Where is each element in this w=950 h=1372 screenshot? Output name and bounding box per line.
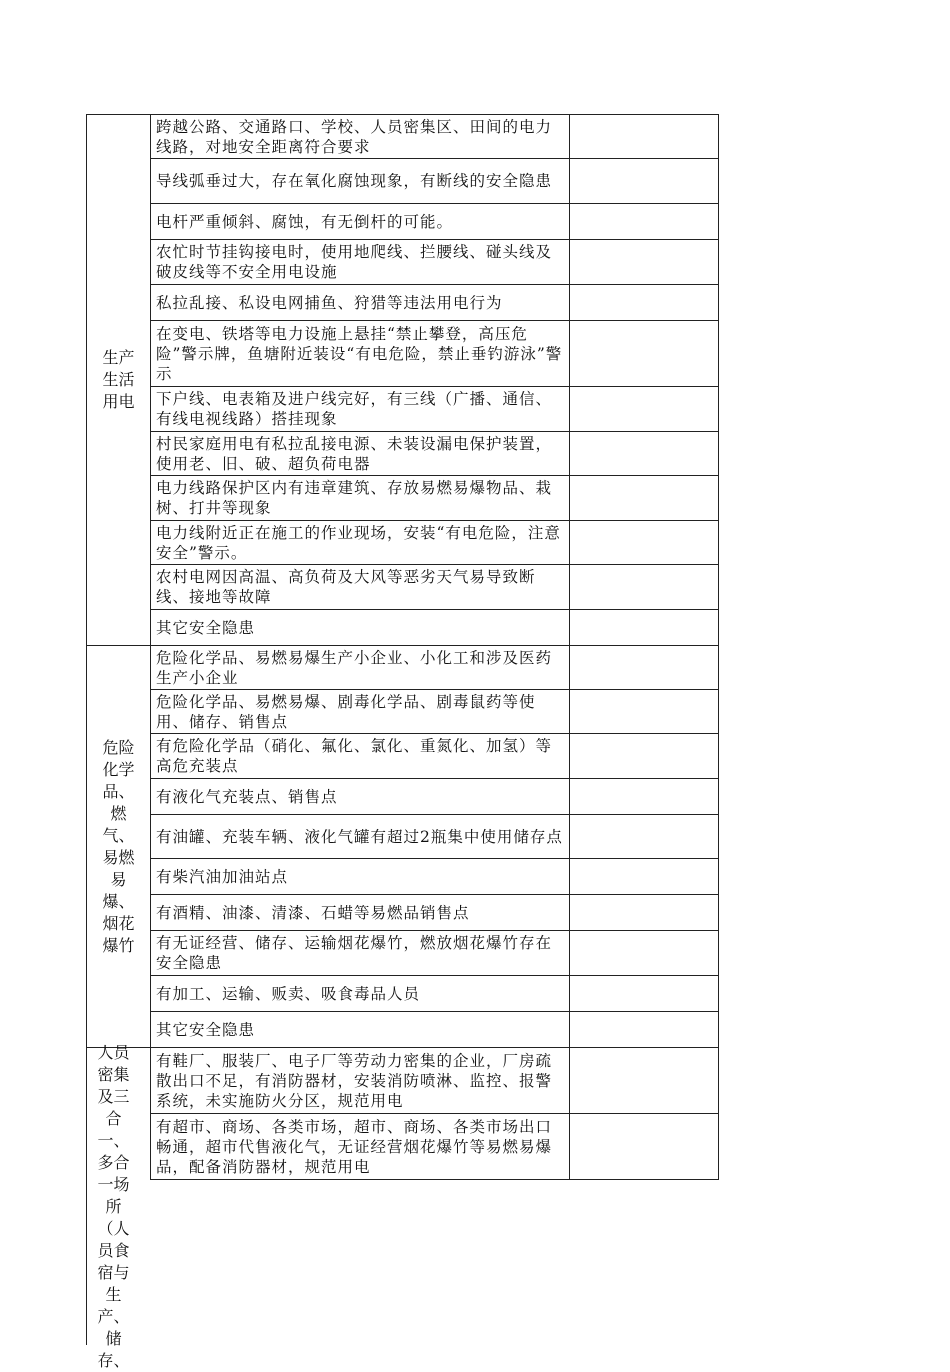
item-cell: 村民家庭用电有私拉乱接电源、未装设漏电保护装置，使用老、旧、破、超负荷电器 <box>151 432 570 476</box>
item-cell: 下户线、电表箱及进户线完好，有三线（广播、通信、有线电视线路）搭挂现象 <box>151 387 570 432</box>
result-cell[interactable] <box>570 859 719 895</box>
category-label: 危险化学品、燃气、易燃易爆、烟花爆竹 <box>102 737 135 955</box>
item-cell: 电杆严重倾斜、腐蚀，有无倒杆的可能。 <box>151 204 570 240</box>
table-row <box>87 815 719 859</box>
category-cell <box>87 646 151 1048</box>
result-cell[interactable] <box>570 815 719 859</box>
result-cell[interactable] <box>570 321 719 387</box>
result-cell[interactable] <box>570 1012 719 1048</box>
item-cell: 私拉乱接、私设电网捕鱼、狩猎等违法用电行为 <box>151 285 570 321</box>
table-row <box>87 690 719 734</box>
category-cell-overflow <box>86 1042 141 1372</box>
table-row <box>87 565 719 610</box>
result-cell[interactable] <box>570 159 719 204</box>
table-row <box>87 859 719 895</box>
item-cell: 有鞋厂、服装厂、电子厂等劳动力密集的企业，厂房疏散出口不足，有消防器材，安装消防喷淋、监控、报警系统，未实施防火分区，规范用电 <box>151 1048 570 1114</box>
item-cell: 农忙时节挂钩接电时，使用地爬线、拦腰线、碰头线及破皮线等不安全用电设施 <box>151 240 570 285</box>
table-row <box>87 387 719 432</box>
item-cell: 有超市、商场、各类市场，超市、商场、各类市场出口畅通，超市代售液化气，无证经营烟花爆竹等易燃易爆品，配备消防器材，规范用电 <box>151 1114 570 1180</box>
table-row <box>87 734 719 779</box>
item-cell: 电力线路保护区内有违章建筑、存放易燃易爆物品、栽树、打井等现象 <box>151 476 570 521</box>
table-row <box>87 976 719 1012</box>
result-cell[interactable] <box>570 646 719 690</box>
safety-inspection-table <box>86 114 719 1180</box>
table-row <box>87 204 719 240</box>
item-cell: 其它安全隐患 <box>151 610 570 646</box>
item-cell: 危险化学品、易燃易爆生产小企业、小化工和涉及医药生产小企业 <box>151 646 570 690</box>
result-cell[interactable] <box>570 521 719 565</box>
table-row <box>87 159 719 204</box>
table-row <box>87 895 719 931</box>
category-label: 生产生活用电 <box>102 348 135 411</box>
item-cell: 有加工、运输、贩卖、吸食毒品人员 <box>151 976 570 1012</box>
item-cell: 有液化气充装点、销售点 <box>151 779 570 815</box>
table-row <box>87 1048 719 1114</box>
result-cell[interactable] <box>570 204 719 240</box>
result-cell[interactable] <box>570 565 719 610</box>
category-label: 人员密集及三合一、多合一场所（人员食宿与生产、储存、 <box>97 1043 130 1370</box>
table-row <box>87 115 719 159</box>
result-cell[interactable] <box>570 779 719 815</box>
item-cell: 在变电、铁塔等电力设施上悬挂“禁止攀登，高压危险”警示牌，鱼塘附近装设“有电危险，禁止垂钓游泳”警示 <box>151 321 570 387</box>
category-cell <box>87 115 151 646</box>
result-cell[interactable] <box>570 1048 719 1114</box>
table-row <box>87 476 719 521</box>
result-cell[interactable] <box>570 1114 719 1180</box>
item-cell: 有油罐、充装车辆、液化气罐有超过2瓶集中使用储存点 <box>151 815 570 859</box>
result-cell[interactable] <box>570 115 719 159</box>
result-cell[interactable] <box>570 976 719 1012</box>
item-cell: 有酒精、油漆、清漆、石蜡等易燃品销售点 <box>151 895 570 931</box>
table-row <box>87 240 719 285</box>
table-row <box>87 1012 719 1048</box>
table-row <box>87 646 719 690</box>
inspection-table-wrapper <box>86 114 719 1180</box>
item-cell: 有无证经营、储存、运输烟花爆竹，燃放烟花爆竹存在安全隐患 <box>151 931 570 976</box>
item-cell: 有柴汽油加油站点 <box>151 859 570 895</box>
item-cell: 跨越公路、交通路口、学校、人员密集区、田间的电力线路，对地安全距离符合要求 <box>151 115 570 159</box>
result-cell[interactable] <box>570 895 719 931</box>
result-cell[interactable] <box>570 931 719 976</box>
result-cell[interactable] <box>570 432 719 476</box>
item-cell: 电力线附近正在施工的作业现场，安装“有电危险，注意安全”警示。 <box>151 521 570 565</box>
item-cell: 农村电网因高温、高负荷及大风等恶劣天气易导致断线、接地等故障 <box>151 565 570 610</box>
left-border-rule <box>86 1176 87 1345</box>
table-row <box>87 1114 719 1180</box>
item-cell: 其它安全隐患 <box>151 1012 570 1048</box>
table-row <box>87 610 719 646</box>
table-row <box>87 779 719 815</box>
table-row <box>87 432 719 476</box>
result-cell[interactable] <box>570 285 719 321</box>
item-cell: 导线弧垂过大，存在氧化腐蚀现象，有断线的安全隐患 <box>151 159 570 204</box>
result-cell[interactable] <box>570 734 719 779</box>
table-row <box>87 321 719 387</box>
table-row <box>87 285 719 321</box>
table-row <box>87 521 719 565</box>
result-cell[interactable] <box>570 690 719 734</box>
result-cell[interactable] <box>570 476 719 521</box>
item-cell: 有危险化学品（硝化、氟化、氯化、重氮化、加氢）等高危充装点 <box>151 734 570 779</box>
result-cell[interactable] <box>570 610 719 646</box>
result-cell[interactable] <box>570 240 719 285</box>
table-row <box>87 931 719 976</box>
result-cell[interactable] <box>570 387 719 432</box>
item-cell: 危险化学品、易燃易爆、剧毒化学品、剧毒鼠药等使用、储存、销售点 <box>151 690 570 734</box>
